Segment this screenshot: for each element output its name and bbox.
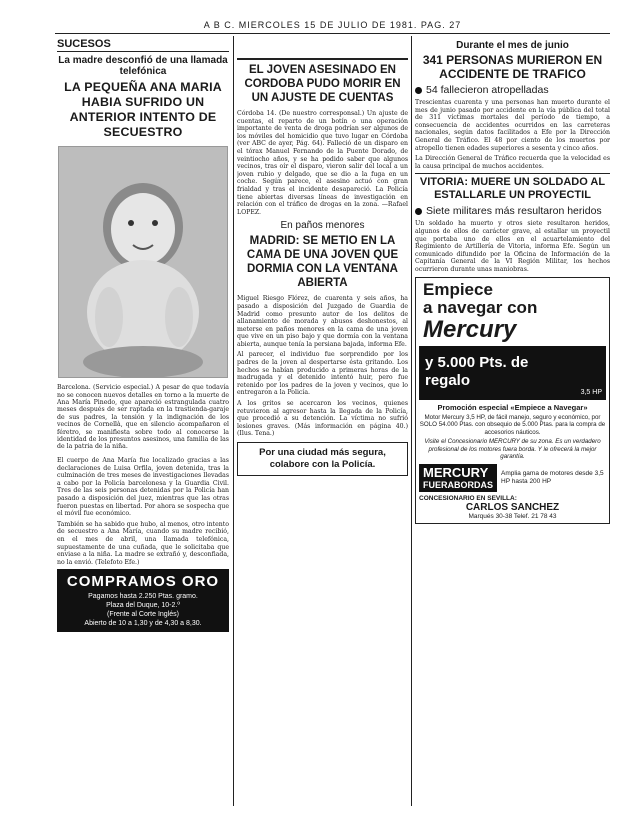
article-headline: LA PEQUEÑA ANA MARIA HABIA SUFRIDO UN ANTERIOR INTENTO DE SECUESTRO [64, 80, 222, 139]
gold-advert-title: COMPRAMOS ORO [66, 573, 220, 591]
section-title: SUCESOS [57, 38, 229, 52]
article-body: También se ha sabido que hubo, al menos, otro intento de secuestro a Ana María, cuando su madre recibió, en el mes de abril, una llamada telefónica, supuestamente de una cuñada, que le solicitaba que enviase a la niña. La madre se extrañó y, desconfiada, no la envió. (Telefoto Efe.) [57, 520, 229, 566]
article-body: El cuerpo de Ana María fue localizado gracias a las declaraciones de Luisa Orfila, joven detenida, tras la culminación de tres meses de investigaciones llevadas a cabo por la Policía barcelonesa y la Guardia Civil. Tres de las seis personas detenidas por la Policía han pasado a disposición del juez, mientras que las otras fueron puestas en libertad. Por ahora se sospecha que el móvil fue económico. [57, 457, 229, 518]
police-box: Por una ciudad más segura, colabore con la Policía. [237, 442, 408, 476]
logo-brand: MERCURY [423, 465, 489, 481]
left-column [57, 38, 229, 808]
article-headline: 341 PERSONAS MURIERON EN ACCIDENTE DE TRAFICO [422, 53, 603, 81]
engine-power: 3,5 HP [580, 388, 602, 396]
mercury-advert [415, 277, 610, 525]
middle-column [237, 58, 408, 808]
prize-banner [419, 346, 606, 400]
subhead-text: Siete militares más resultaron heridos [426, 205, 602, 218]
range-text: Amplia gama de motores desde 3,5 HP hasta 200 HP [501, 470, 604, 486]
dealer-name: CARLOS SANCHEZ [465, 502, 560, 514]
advert-headline: a navegar con [423, 297, 538, 317]
photo-caption: Barcelona. (Servicio especial.) A pesar de que todavía no se conocen nuevos detalles en torno a la muerte de Ana María Pinedo, que apareció estrangulada cuatro meses después de ser raptada en la trastienda-garaje de sus padres, la tensión y la indignación de los vecinos de Cornellà, que en silencio acompañaron el féretro, se manifiesta sobre todo al conocerse la identidad de los presuntos asesinos, una familia de las de la patria de la niña. [57, 384, 229, 451]
column-rule [233, 36, 234, 806]
article-kicker: En paños menores [280, 220, 365, 232]
article-headline: MADRID: SE METIO EN LA CAMA DE UNA JOVEN QUE DORMIA CON LA VENTANA ABIERTA [246, 235, 399, 290]
dealer-note: Visite el Concesionario MERCURY de su zona. Es un verdadero profesional de los motores fuera borda. Y le ofrecerá la mejor garantía. [424, 438, 601, 461]
dealer-title: CONCESIONARIO EN SEVILLA: [419, 495, 517, 503]
mercury-brand: Mercury [423, 315, 517, 343]
article-body: Córdoba 14. (De nuestro corresponsal.) Un ajuste de cuentas, el reparto de un botín o una operación importante de venta de droga podrían ser algunos de los móviles del homicidio que tuvo lugar en Córdoba (ver ABC de ayer, Pág. 64). Falleció de un disparo en el tórax Manuel Fernando de la Puente Dorado, de veintiocho años, y se ha podido saber que algunos vecinos, tras oír el disparo, vieron salir del local a un joven rubio y delgado, que se dio a la fuga en un coche. Según parece, el asesino actuó con gran frialdad y tras el incidente desapareció. La Policía tiene abiertas diversas líneas de investigación en relación con el tráfico de drogas en la zona. —Rafael LOPEZ. [237, 110, 408, 216]
gold-advert-line: Abierto de 10 a 1,30 y de 4,30 a 8,30. [84, 620, 202, 628]
mercury-logo [419, 464, 497, 492]
logo-sub: FUERABORDAS [423, 480, 494, 491]
article-kicker: Durante el mes de junio [456, 40, 569, 51]
gold-advert-line: Pagamos hasta 2.250 Ptas. gramo. [88, 593, 198, 601]
top-rule [55, 33, 610, 34]
article-subhead [415, 84, 610, 96]
article-body: Al parecer, el individuo fue sorprendido por los padres de la joven al despertarse ésta gritando. Los hechos se habían producido a primeras horas de la madrugada y el detenido intentó huir, pero fue retenido por los padres de la joven y vecinos, que lo entregaron a la Policía. [237, 351, 408, 397]
headline-rule [237, 58, 408, 60]
article-body: La Dirección General de Tráfico recuerda que la velocidad es la causa principal de muchos accidentes. [415, 155, 610, 170]
article-kicker: La madre desconfió de una llamada telefónica [58, 55, 228, 77]
subhead-text: 54 fallecieron atropelladas [426, 84, 549, 96]
prize-text: y 5.000 Pts. de regalo [425, 353, 529, 389]
child-photo [58, 146, 228, 378]
advert-headline: Empiece [423, 279, 493, 299]
article-body: A los gritos se acercaron los vecinos, quienes retuvieron al agresor hasta la llegada de la Policía, que procedió a su detención. La víctima no sufrió lesiones graves. (Más información en página 40.) (Ilus. Tena.) [237, 400, 408, 438]
child-photo-graphic [59, 147, 227, 377]
bullet-icon [415, 87, 422, 94]
masthead: A B C. MIERCOLES 15 DE JULIO DE 1981. PAG. 27 [203, 20, 462, 30]
article-body: Un soldado ha muerto y otros siete resultaron heridos, algunos de ellos de carácter grave, al estallar un proyectil que portaba uno de ellos en el acuartelamiento del Regimiento de Artillería de Vitoria, informa Efe. Según un comunicado difundido por la Oficina de Información de la Capitanía General de la VI Región Militar, los hechos ocurrieron durante unas maniobras. [415, 220, 610, 273]
brand-row [419, 464, 606, 492]
dealer-address: Marqués 30-38 Telef. 21 78 43 [468, 513, 557, 521]
article-headline: EL JOVEN ASESINADO EN CORDOBA PUDO MORIR EN UN AJUSTE DE CUENTAS [244, 64, 401, 104]
article-headline: VITORIA: MUERE UN SOLDADO AL ESTALLARLE UN PROYECTIL [419, 176, 606, 202]
article-body: Miguel Riesgo Flórez, de cuarenta y seis años, ha pasado a disposición del Juzgado de Guardia de Madrid como presunto autor de los delitos de allanamiento de morada y abusos deshonestos, al meterse en paños menores en la cama de una joven que vive en un piso bajo y que dormía con la ventana abierta, aunque tenía la persiana bajada, informa Efe. [237, 295, 408, 348]
article-body: Trescientas cuarenta y una personas han muerto durante el mes de junio pasado por accidente en la vía pública del total de 311 víctimas mortales del período de tiempo, a consecuencia de accidentes ocurridos en las carreteras nacionales, según datos facilitados a Efe por la Dirección General de Tráfico. El 48 por ciento de los muertos por atropello tienen edades superiores a sesenta y cinco años. [415, 99, 610, 152]
right-column [415, 38, 610, 808]
bullet-icon [415, 208, 422, 215]
gold-advert-line: (Frente al Corte Inglés) [107, 611, 179, 619]
column-rule [411, 36, 412, 806]
gold-advert [57, 569, 229, 632]
divider [415, 173, 610, 174]
promo-title: Promoción especial «Empiece a Navegar» [437, 402, 588, 412]
gold-advert-line: Plaza del Duque, 10-2.º [106, 602, 180, 610]
article-subhead [415, 205, 610, 217]
promo-text: Motor Mercury 3,5 HP, de fácil manejo, seguro y económico, por SOLO 54.000 Ptas. con obsequio de 5.000 Ptas. para la compra de accesorios náuticos. [419, 413, 606, 436]
